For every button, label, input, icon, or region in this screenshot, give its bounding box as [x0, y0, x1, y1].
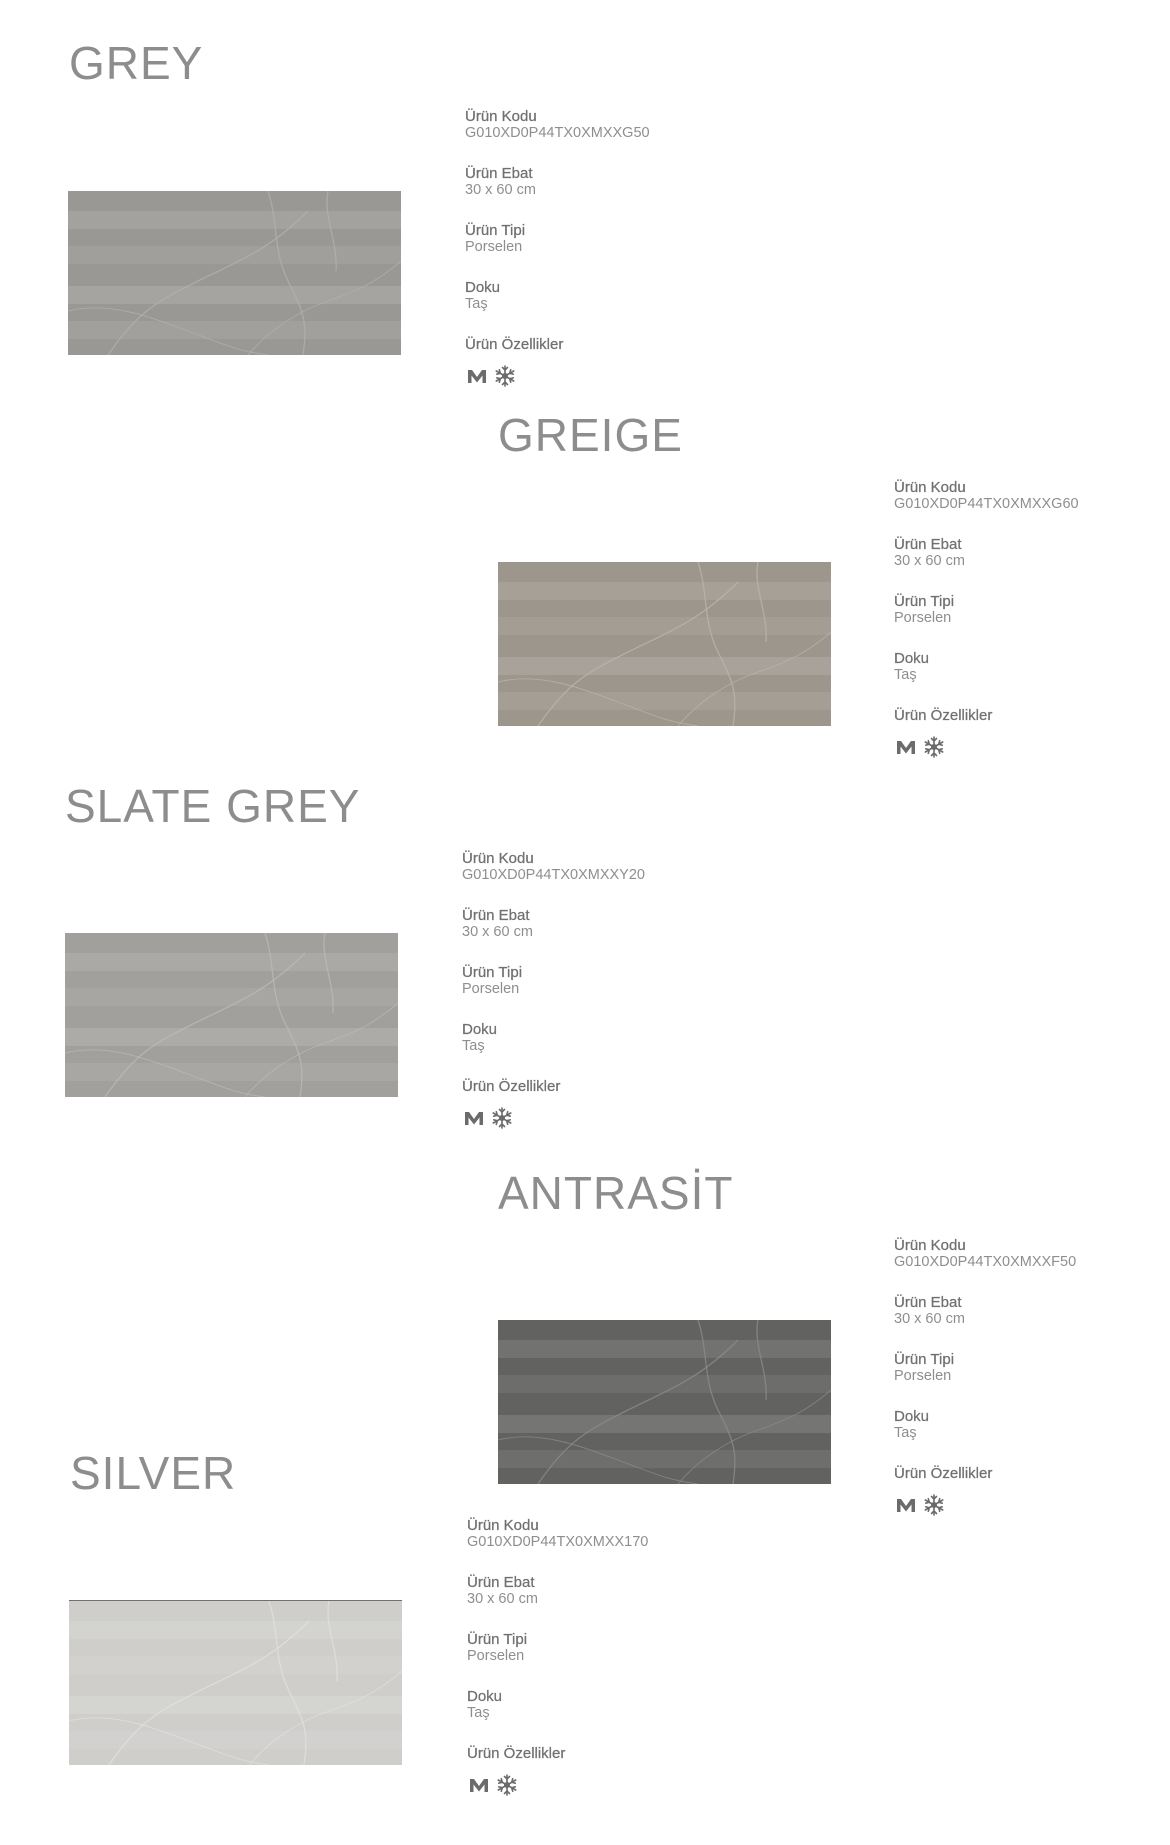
spec-texture-label: Doku: [467, 1688, 503, 1705]
spec-features-label: Ürün Özellikler: [465, 336, 564, 353]
spec-size-label: Ürün Ebat: [467, 1574, 535, 1591]
m-icon: [894, 1493, 918, 1517]
spec-texture-value: Taş: [462, 1038, 485, 1054]
spec-code: [894, 1237, 1154, 1294]
spec-texture: [467, 1688, 727, 1745]
spec-code-value: G010XD0P44TX0XMXXF50: [894, 1254, 1077, 1270]
tile-image[interactable]: [65, 933, 398, 1097]
spec-code-label: Ürün Kodu: [467, 1517, 539, 1534]
spec-size-label: Ürün Ebat: [465, 165, 533, 182]
snowflake-icon: [922, 735, 946, 759]
spec-size-value: 30 x 60 cm: [462, 924, 533, 940]
spec-texture-label: Doku: [894, 1408, 930, 1425]
spec-texture-value: Taş: [894, 667, 917, 683]
spec-texture-value: Taş: [894, 1425, 917, 1441]
tile-image[interactable]: [498, 1320, 831, 1484]
spec-type-label: Ürün Tipi: [465, 222, 526, 239]
spec-type-label: Ürün Tipi: [462, 964, 523, 981]
tile-image[interactable]: [68, 191, 401, 355]
spec-type-label: Ürün Tipi: [467, 1631, 528, 1648]
spec-type: [465, 222, 725, 279]
spec-size-value: 30 x 60 cm: [465, 182, 536, 198]
spec-list: [894, 479, 1154, 760]
spec-texture: [894, 650, 1154, 707]
spec-texture-label: Doku: [465, 279, 501, 296]
spec-type-label: Ürün Tipi: [894, 593, 955, 610]
m-icon: [467, 1773, 491, 1797]
product-title: SLATE GREY: [65, 780, 361, 832]
spec-texture: [462, 1021, 722, 1078]
spec-code-value: G010XD0P44TX0XMXXG50: [465, 125, 650, 141]
snowflake-icon: [495, 1773, 519, 1797]
snowflake-icon: [490, 1106, 514, 1130]
spec-features-label: Ürün Özellikler: [894, 707, 993, 724]
m-icon: [894, 735, 918, 759]
spec-texture: [465, 279, 725, 336]
spec-size: [894, 536, 1154, 593]
spec-size-value: 30 x 60 cm: [894, 1311, 965, 1327]
spec-size: [462, 907, 722, 964]
spec-code: [467, 1517, 727, 1574]
spec-texture-value: Taş: [465, 296, 488, 312]
spec-type: [462, 964, 722, 1021]
feature-icons: [465, 363, 725, 389]
spec-texture: [894, 1408, 1154, 1465]
spec-type-value: Porselen: [894, 610, 952, 626]
product-title: ANTRASİT: [498, 1167, 734, 1219]
spec-size-label: Ürün Ebat: [894, 1294, 962, 1311]
m-icon: [465, 364, 489, 388]
spec-texture-label: Doku: [894, 650, 930, 667]
feature-icons: [894, 1492, 1154, 1518]
snowflake-icon: [922, 1493, 946, 1517]
m-icon: [462, 1106, 486, 1130]
snowflake-icon: [493, 364, 517, 388]
spec-list: [462, 850, 722, 1131]
spec-code: [462, 850, 722, 907]
spec-code: [894, 479, 1154, 536]
spec-code-label: Ürün Kodu: [465, 108, 537, 125]
spec-features-label: Ürün Özellikler: [467, 1745, 566, 1762]
spec-code-value: G010XD0P44TX0XMXXY20: [462, 867, 645, 883]
spec-size: [467, 1574, 727, 1631]
spec-texture-value: Taş: [467, 1705, 490, 1721]
spec-size-label: Ürün Ebat: [894, 536, 962, 553]
spec-list: [465, 108, 725, 389]
spec-size: [894, 1294, 1154, 1351]
product-grey: [0, 0, 1170, 400]
spec-type-value: Porselen: [465, 239, 523, 255]
spec-type-value: Porselen: [462, 981, 520, 997]
feature-icons: [894, 734, 1154, 760]
spec-code-label: Ürün Kodu: [894, 1237, 966, 1254]
spec-list: [467, 1517, 727, 1798]
spec-code-value: G010XD0P44TX0XMXX170: [467, 1534, 649, 1550]
spec-code-label: Ürün Kodu: [894, 479, 966, 496]
spec-code: [465, 108, 725, 165]
spec-features-label: Ürün Özellikler: [462, 1078, 561, 1095]
spec-type-value: Porselen: [467, 1648, 525, 1664]
product-title: SILVER: [70, 1447, 237, 1499]
spec-size-label: Ürün Ebat: [462, 907, 530, 924]
spec-type: [467, 1631, 727, 1688]
spec-type-label: Ürün Tipi: [894, 1351, 955, 1368]
product-title: GREIGE: [498, 409, 683, 461]
spec-list: [894, 1237, 1154, 1518]
feature-icons: [467, 1772, 727, 1798]
spec-texture-label: Doku: [462, 1021, 498, 1038]
spec-type: [894, 1351, 1154, 1408]
spec-size-value: 30 x 60 cm: [894, 553, 965, 569]
spec-size: [465, 165, 725, 222]
spec-type: [894, 593, 1154, 650]
tile-image[interactable]: [498, 562, 831, 726]
spec-type-value: Porselen: [894, 1368, 952, 1384]
spec-size-value: 30 x 60 cm: [467, 1591, 538, 1607]
product-title: GREY: [69, 37, 204, 89]
spec-code-value: G010XD0P44TX0XMXXG60: [894, 496, 1079, 512]
feature-icons: [462, 1105, 722, 1131]
spec-features-label: Ürün Özellikler: [894, 1465, 993, 1482]
tile-image[interactable]: [69, 1600, 402, 1765]
spec-code-label: Ürün Kodu: [462, 850, 534, 867]
